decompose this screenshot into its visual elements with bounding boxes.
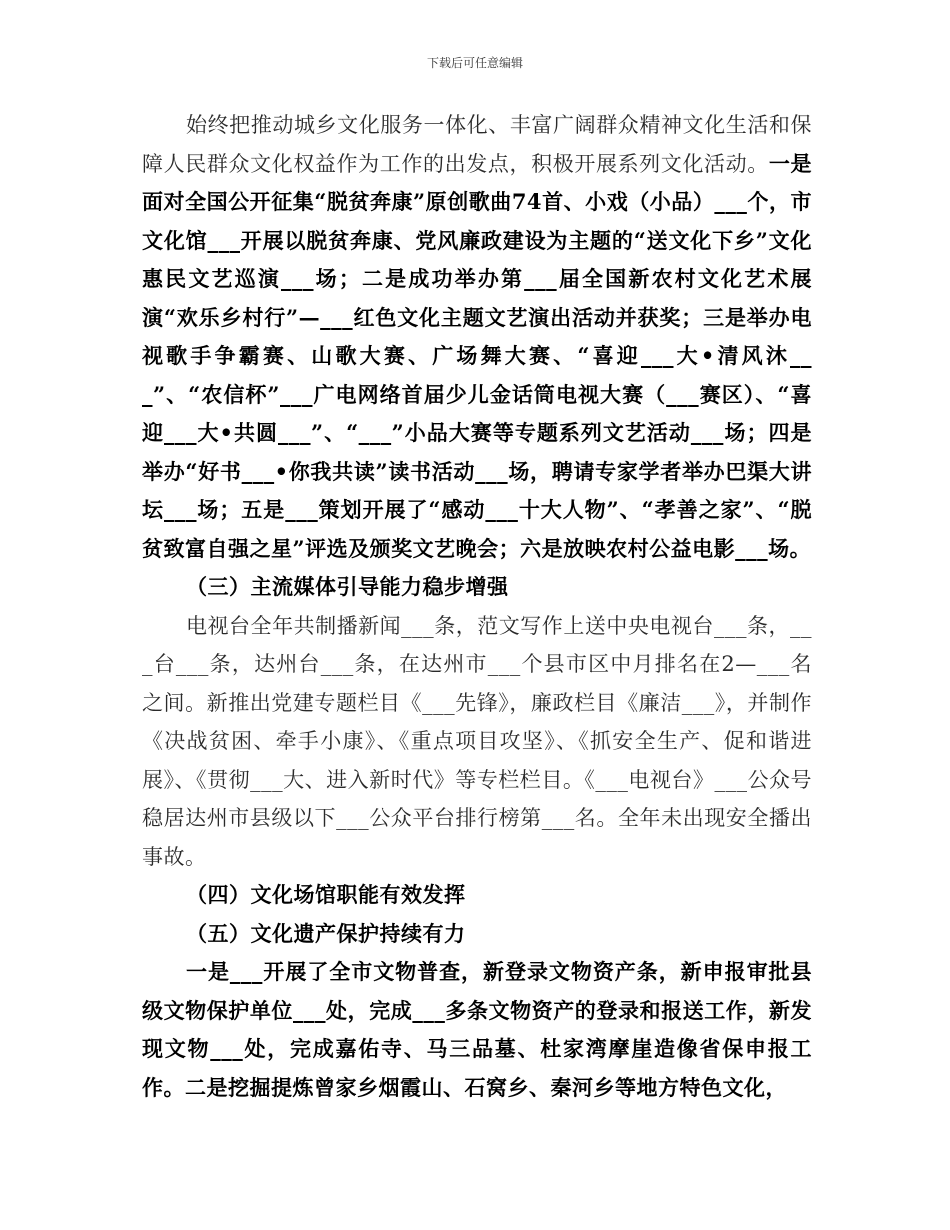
- section-heading-heritage: （五）文化遗产保护持续有力: [186, 920, 466, 946]
- paragraph-heritage: 一是___开展了全市文物普查，新登录文物资产条，新申报审批县级文物保护单位___处，完成___多条文物资产的登录和报送工作，新发现文物___处，完成嘉佑寺、马三品墓、杜家湾摩崖造像省保申报工作。二是挖掘提炼曾家乡烟霞山、石窝乡、秦河乡等地方特色文化，: [142, 959, 812, 1100]
- paragraph-intro-text: 始终把推动城乡文化服务一体化、丰富广阔群众精神文化生活和保障人民群众文化权益作为工作的出发点，积极开展系列文化活动。: [142, 113, 812, 176]
- section-heading-venues: （四）文化场馆职能有效发挥: [186, 882, 466, 907]
- document-body: [142, 106, 812, 1107]
- paragraph-activities-list: 一是面对全国公开征集“脱贫奔康”原创歌曲74首、小戏（小品）___个，市文化馆___开展以脱贫奔康、党风廉政建设为主题的“送文化下乡”文化惠民文艺巡演___场；二是成功举办第___届全国新农村文化艺术展演“欢乐乡村行”—___红色文化主题文艺演出活动并获奖；三是举办电视歌手争霸赛、山歌大赛、广场舞大赛、“喜迎___大•清风沐___”、“农信杯”___广电网络首届少儿金话筒电视大赛（___赛区）、“喜迎___大•共圆___”、“___”小品大赛等专题系列文艺活动___场；四是举办“好书___•你我共读”读书活动___场，聘请专家学者举办巴渠大讲坛___场；五是___策划开展了“感动___十大人物”、“孝善之家”、“脱贫致富自强之星”评选及颁奖文艺晚会；六是放映农村公益电影___场。: [142, 150, 813, 561]
- paragraph-media: 电视台全年共制播新闻___条，范文写作上送中央电视台___条，___台___条，达州台___条，在达州市___个县市区中月排名在2—___名之间。新推出党建专题栏目《___先锋》，廉政栏目《廉洁___》，并制作《决战贫困、牵手小康》、《重点项目攻坚》、《抓安全生产、促和谐进展》、《贯彻___大、进入新时代》等专栏栏目。《___电视台》___公众号稳居达州市县级以下___公众平台排行榜第___名。全年未出现安全播出事故。: [142, 613, 812, 869]
- section-heading-media: （三）主流媒体引导能力稳步增强: [186, 574, 509, 599]
- page-header-note: 下载后可任意编辑: [426, 56, 523, 70]
- paragraph-cultural-activities: [142, 106, 812, 568]
